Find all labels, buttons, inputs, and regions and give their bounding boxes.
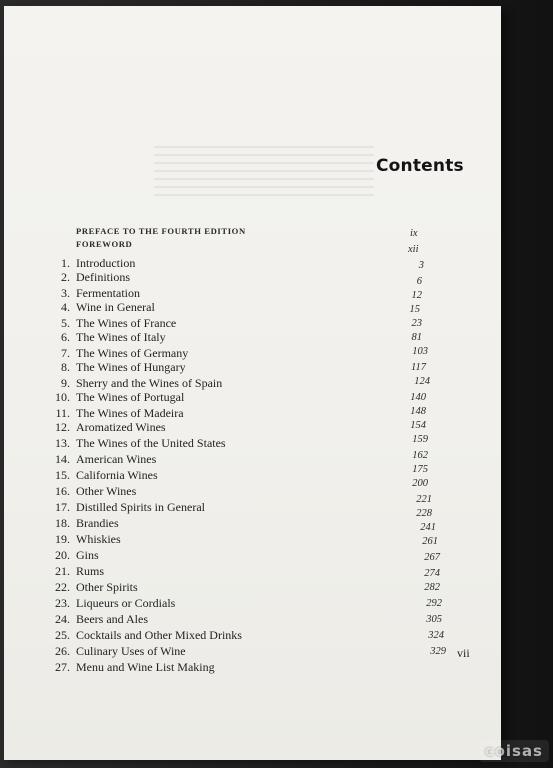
toc-chapter-title: The Wines of Madeira — [76, 406, 184, 420]
toc-chapter-number: 23. — [55, 596, 70, 610]
toc-page-number: 292 — [426, 598, 442, 609]
toc-chapter-title: Sherry and the Wines of Spain — [76, 376, 223, 390]
toc-chapter-title: The Wines of the United States — [76, 436, 226, 450]
toc-page-number: 6 — [416, 276, 422, 287]
page-folio: vii — [457, 646, 470, 660]
book-page — [4, 6, 501, 760]
toc-chapter-number: 8. — [61, 360, 70, 374]
toc-entry — [26, 564, 104, 578]
toc-entry — [26, 516, 119, 530]
toc-page-number: 3 — [418, 260, 424, 271]
toc-chapter-number: 17. — [55, 500, 70, 514]
toc-chapter-number: 1. — [61, 256, 70, 270]
toc-chapter-title: Definitions — [76, 270, 130, 284]
toc-chapter-number: 4. — [61, 300, 70, 314]
toc-page-number: 241 — [420, 522, 436, 533]
toc-chapter-title: Menu and Wine List Making — [76, 660, 215, 674]
toc-page-number: 274 — [424, 568, 440, 579]
toc-chapter-number: 22. — [55, 580, 70, 594]
toc-page-number: 329 — [430, 646, 446, 657]
toc-chapter-number: 21. — [55, 564, 70, 578]
toc-chapter-title: Fermentation — [76, 286, 140, 300]
toc-entry — [26, 390, 184, 404]
toc-chapter-title: The Wines of Germany — [76, 346, 189, 360]
toc-entry — [26, 660, 215, 674]
toc-entry — [26, 376, 222, 390]
toc-chapter-title: Aromatized Wines — [76, 420, 166, 434]
toc-entry — [26, 628, 242, 642]
toc-chapter-title: Brandies — [76, 516, 119, 530]
front-matter-label-preface: PREFACE TO THE FOURTH EDITION — [76, 226, 246, 236]
toc-page-number: 261 — [422, 536, 438, 547]
toc-entry — [26, 436, 226, 450]
toc-entry — [26, 580, 138, 594]
toc-entry — [26, 316, 176, 330]
toc-chapter-title: The Wines of France — [76, 316, 177, 330]
toc-chapter-title: Other Wines — [76, 484, 137, 498]
toc-entry — [26, 596, 175, 610]
toc-chapter-title: California Wines — [76, 468, 158, 482]
toc-page-number: 124 — [414, 376, 430, 387]
toc-entry — [26, 330, 166, 344]
toc-page-number: 15 — [409, 304, 420, 315]
toc-page-number: 148 — [410, 406, 426, 417]
toc-entry — [26, 256, 135, 270]
watermark-logo: coisas — [479, 740, 549, 762]
toc-chapter-number: 18. — [55, 516, 70, 530]
toc-page-number: 103 — [412, 346, 428, 357]
toc-page-number: 305 — [426, 614, 442, 625]
toc-chapter-number: 9. — [61, 376, 70, 390]
toc-page-number: 162 — [412, 450, 428, 461]
toc-chapter-title: The Wines of Hungary — [76, 360, 186, 374]
toc-entry — [26, 360, 186, 374]
toc-entry — [26, 500, 205, 514]
toc-chapter-title: Liqueurs or Cordials — [76, 596, 176, 610]
toc-entry — [26, 270, 130, 284]
toc-entry — [26, 612, 148, 626]
toc-chapter-title: Gins — [76, 548, 99, 562]
toc-entry — [26, 286, 140, 300]
toc-chapter-title: Distilled Spirits in General — [76, 500, 205, 514]
toc-entry — [26, 532, 121, 546]
toc-chapter-number: 2. — [61, 270, 70, 284]
toc-page-number: 117 — [411, 362, 426, 373]
toc-chapter-title: Wine in General — [76, 300, 155, 314]
toc-chapter-number: 20. — [55, 548, 70, 562]
toc-chapter-number: 3. — [61, 286, 70, 300]
toc-chapter-title: Cocktails and Other Mixed Drinks — [76, 628, 242, 642]
toc-page-number: 175 — [412, 464, 428, 475]
toc-page-number: 159 — [412, 434, 428, 445]
toc-chapter-number: 10. — [55, 390, 70, 404]
toc-page-number: 228 — [416, 508, 432, 519]
toc-chapter-title: Beers and Ales — [76, 612, 148, 626]
toc-chapter-title: The Wines of Italy — [76, 330, 166, 344]
toc-page-number: 267 — [424, 552, 440, 563]
toc-page-number: 282 — [424, 582, 440, 593]
toc-page-number: 200 — [412, 478, 428, 489]
toc-page-number: 154 — [410, 420, 426, 431]
toc-page-number: 324 — [428, 630, 444, 641]
toc-entry — [26, 644, 186, 658]
toc-page-number: 81 — [411, 332, 422, 343]
contents-title: Contents — [376, 156, 464, 176]
toc-chapter-number: 25. — [55, 628, 70, 642]
toc-chapter-number: 27. — [55, 660, 70, 674]
toc-chapter-number: 7. — [61, 346, 70, 360]
toc-chapter-title: Other Spirits — [76, 580, 138, 594]
toc-page-number: 221 — [416, 494, 432, 505]
toc-chapter-number: 6. — [61, 330, 70, 344]
toc-entry — [26, 300, 155, 314]
toc-page-number: 140 — [410, 392, 426, 403]
toc-entry — [26, 548, 99, 562]
toc-chapter-title: Rums — [76, 564, 105, 578]
toc-page-number: 23 — [411, 318, 422, 329]
toc-chapter-number: 15. — [55, 468, 70, 482]
front-matter-page-preface: ix — [410, 228, 418, 239]
toc-entry — [26, 452, 156, 466]
toc-chapter-number: 5. — [61, 316, 70, 330]
toc-chapter-number: 16. — [55, 484, 70, 498]
toc-entry — [26, 406, 184, 420]
toc-entry — [26, 346, 188, 360]
toc-chapter-title: American Wines — [76, 452, 157, 466]
front-matter-page-foreword: xii — [408, 244, 419, 255]
toc-chapter-number: 24. — [55, 612, 70, 626]
toc-chapter-title: Culinary Uses of Wine — [76, 644, 186, 658]
toc-entry — [26, 484, 136, 498]
toc-chapter-title: The Wines of Portugal — [76, 390, 185, 404]
toc-chapter-title: Whiskies — [76, 532, 121, 546]
toc-chapter-title: Introduction — [76, 256, 136, 270]
toc-chapter-number: 14. — [55, 452, 70, 466]
toc-page-number: 12 — [411, 290, 422, 301]
show-through-text — [154, 146, 374, 196]
toc-chapter-number: 11. — [55, 406, 70, 420]
toc-entry — [26, 420, 166, 434]
toc-chapter-number: 19. — [55, 532, 70, 546]
toc-entry — [26, 468, 158, 482]
toc-chapter-number: 12. — [55, 420, 70, 434]
toc-chapter-number: 26. — [55, 644, 70, 658]
toc-chapter-number: 13. — [55, 436, 70, 450]
front-matter-label-foreword: FOREWORD — [76, 239, 133, 249]
